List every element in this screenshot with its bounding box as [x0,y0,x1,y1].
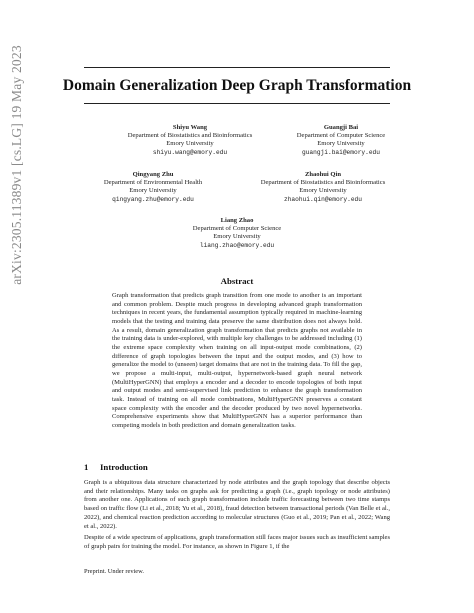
author-university: Emory University [129,187,177,195]
author-block [78,171,228,204]
author-university: Emory University [299,187,347,195]
author-university: Emory University [166,140,214,148]
arxiv-stamp [6,30,28,300]
author-email[interactable]: liang.zhao@emory.edu [199,241,275,249]
abstract-text: Graph transformation that predicts graph transition from one mode to another is an important and common problem. Despite much progress in developing advanced graph transformation techniques in recent years, the fundamental assumption typically required in machine-learning models that the testing and training data preserve the same distribution does not always hold. As a result, domain generalization graph transformation that predicts graphs not available in the training data is under-explored, with multiple key challenges to be addressed including (1) the extreme space complexity when training on all input-output mode combinations, (2) difference of graph topologies between the input and the output modes, and (3) how to generalize the model to (unseen) target domains that are not in the training data. To fill the gap, we propose a multi-input, multi-output, hypernetwork-based graph neural network (MultiHyperGNN) that employs a encoder and a decoder to encode topologies of both input and output modes and semi-supervised link prediction to enhance the graph transformation task. Instead of training on all mode combinations, MultiHyperGNN preserves a constant space complexity with the encoder and the decoder produced by two novel hypernetworks. Comprehensive experiments show that MultiHyperGNN has a superior performance than competing models in both prediction and domain generalization tasks. [112,292,362,429]
body-paragraph: Graph is a ubiquitous data structure characterized by node attributes and the graph topology that describe objects and their relationships. Many tasks on graphs ask for predicting a graph (i.e., graph topology or node attributes) from another one. Applications of such graph transformation include traffic forecasting between two time stamps based on traffic flow (Li et al., 2018; Yu et al., 2018), fraud detection between transactional periods (Van Belle et al., 2022), and chemical reaction prediction according to molecular structures (Guo et al., 2019; Pan et al., 2022; Wang et al., 2022). [84,479,390,530]
author-name: Qingyang Zhu [132,171,174,178]
author-name: Guangji Bai [323,124,359,131]
section-title: Introduction [100,462,148,472]
author-block [106,124,274,157]
author-department: Department of Computer Science [296,132,386,140]
author-block [162,217,312,250]
author-name: Shiyu Wang [172,124,208,131]
page-footer: Preprint. Under review. [84,568,144,575]
author-university: Emory University [213,233,261,241]
author-department: Department of Environmental Health [103,179,203,187]
author-university: Emory University [317,140,365,148]
paper-title: Domain Generalization Deep Graph Transformation [62,77,412,94]
author-email[interactable]: guangji.bai@emory.edu [302,148,380,156]
arxiv-identifier[interactable]: arXiv:2305.11389v1 [cs.LG] 19 May 2023 [9,45,25,285]
title-rule-top [84,67,390,68]
author-block [266,124,416,157]
author-name: Zhaohui Qin [304,171,342,178]
author-department: Department of Biostatistics and Bioinformatics [260,179,386,187]
author-name: Liang Zhao [220,217,254,224]
body-paragraph: Despite of a wide spectrum of applications, graph transformation still faces major issues such as insufficient samples of graph pairs for training the model. For instance, as shown in Figure 1, if the [84,534,390,550]
abstract-heading: Abstract [220,276,254,286]
author-email[interactable]: shiyu.wang@emory.edu [152,148,228,156]
author-email[interactable]: qingyang.zhu@emory.edu [112,195,194,203]
author-block [226,171,420,204]
author-email[interactable]: zhaohui.qin@emory.edu [284,195,362,203]
section-number: 1 [84,462,89,472]
title-rule-bottom [84,103,390,104]
section-heading [84,462,148,472]
author-department: Department of Computer Science [192,225,282,233]
author-department: Department of Biostatistics and Bioinformatics [127,132,253,140]
